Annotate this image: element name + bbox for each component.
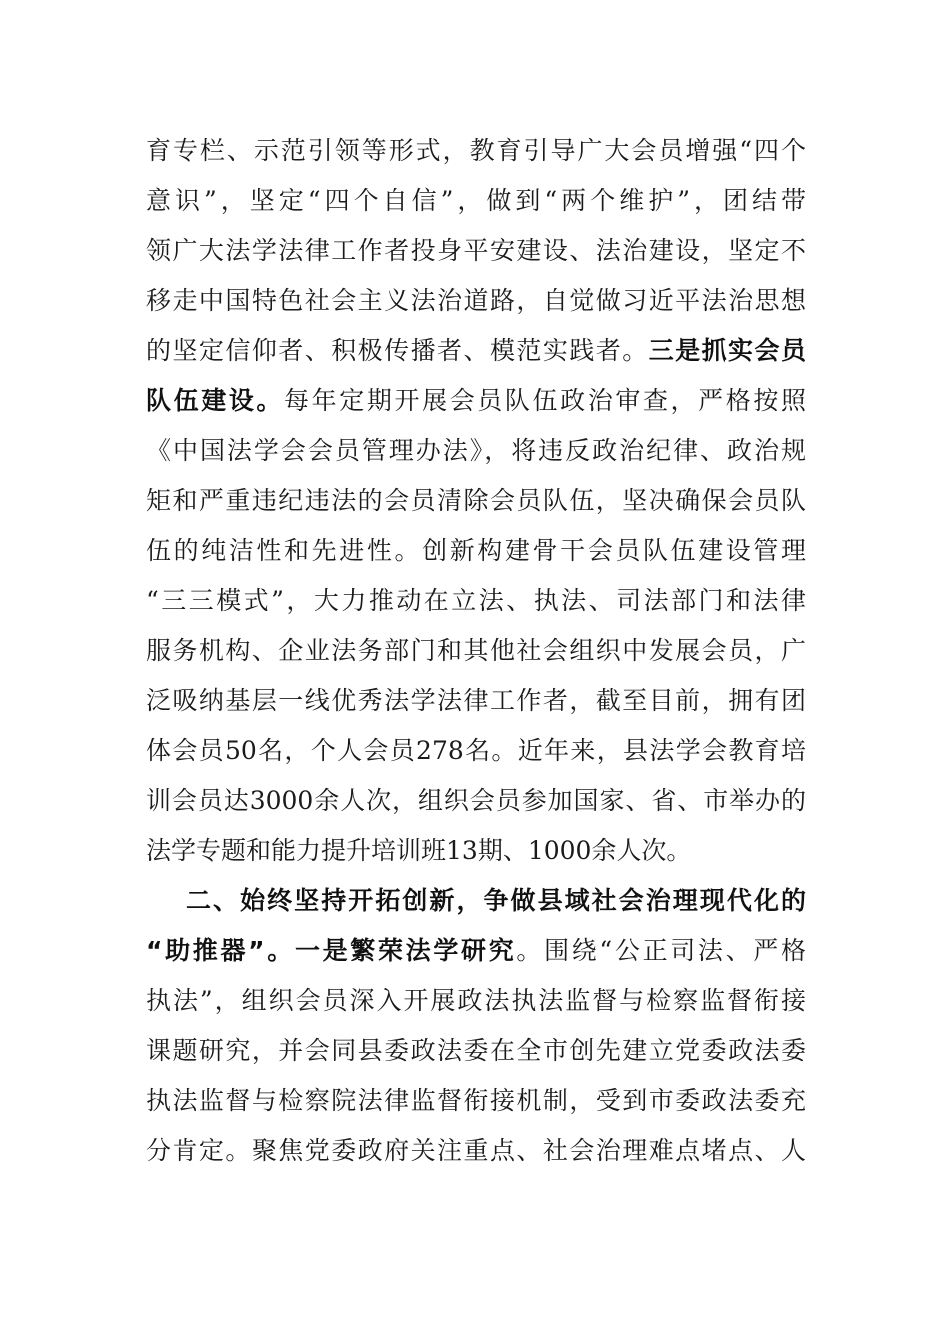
paragraph-line: 法学专题和能力提升培训班13期、1000余人次。 [146, 836, 692, 865]
paragraph-line: 执法监督与检察院法律监督衔接机制，受到市委政法委充 [146, 1086, 806, 1115]
bold-heading-text: 三是抓实会员 [648, 336, 806, 365]
paragraph-line [146, 384, 806, 418]
paragraph-line: 体会员50名，个人会员278名。近年来，县法学会教育培 [146, 736, 806, 765]
line-text: 的坚定信仰者、积极传播者、模范实践者。 [146, 336, 649, 365]
paragraph-line: 执法”，组织会员深入开展政法执法监督与检察监督衔接 [146, 986, 806, 1015]
paragraph-line: 领广大法学法律工作者投身平安建设、法治建设，坚定不 [146, 236, 806, 265]
bold-heading-text: 队伍建设。 [146, 386, 285, 415]
paragraph-line: 服务机构、企业法务部门和其他社会组织中发展会员，广 [146, 636, 806, 665]
paragraph-line: 意识”，坚定“四个自信”，做到“两个维护”，团结带 [146, 186, 806, 215]
paragraph-line: 分肯定。聚焦党委政府关注重点、社会治理难点堵点、人 [146, 1136, 806, 1165]
paragraph-line: 《中国法学会会员管理办法》，将违反政治纪律、政治规 [146, 436, 806, 465]
paragraph-line: 课题研究，并会同县委政法委在全市创先建立党委政法委 [146, 1036, 806, 1065]
paragraph-line: 泛吸纳基层一线优秀法学法律工作者，截至目前，拥有团 [146, 686, 806, 715]
line-text: 。围绕“公正司法、严格 [516, 936, 806, 965]
paragraph-line: 育专栏、示范引领等形式，教育引导广大会员增强“四个 [146, 136, 806, 165]
line-text: 每年定期开展会员队伍政治审查，严格按照 [284, 386, 806, 415]
paragraph-line: 移走中国特色社会主义法治道路，自觉做习近平法治思想 [146, 286, 806, 315]
paragraph-line [146, 934, 806, 968]
bold-heading-text: “助推器”。一是繁荣法学研究 [146, 936, 517, 965]
paragraph-line: 伍的纯洁性和先进性。创新构建骨干会员队伍建设管理 [146, 536, 806, 565]
paragraph-line: “三三模式”，大力推动在立法、执法、司法部门和法律 [146, 586, 806, 615]
paragraph-line: 矩和严重违纪违法的会员清除会员队伍，坚决确保会员队 [146, 486, 806, 515]
paragraph-line: 训会员达3000余人次，组织会员参加国家、省、市举办的 [146, 786, 806, 815]
section-heading-line: 二、始终坚持开拓创新，争做县域社会治理现代化的 [186, 886, 806, 915]
paragraph-line [146, 334, 806, 368]
